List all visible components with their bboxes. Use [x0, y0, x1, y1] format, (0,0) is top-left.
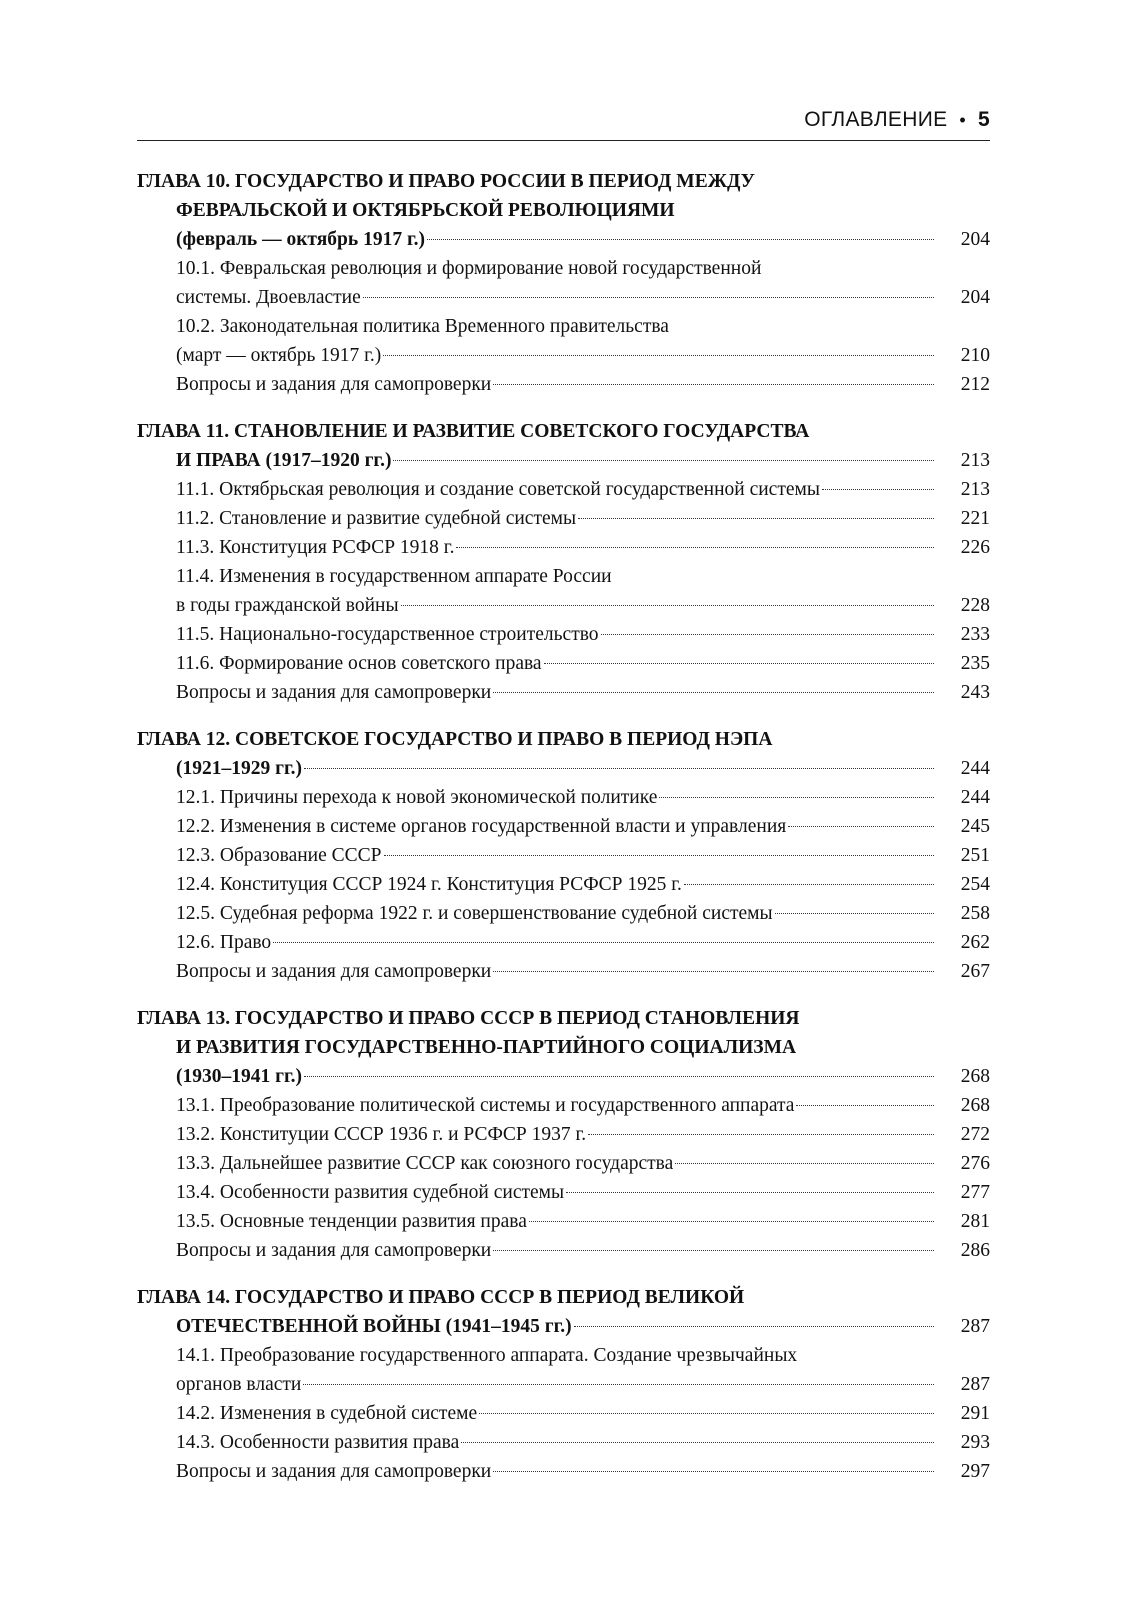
toc-entry-text: 12.5. Судебная реформа 1922 г. и совершенствование судебной системы	[176, 903, 773, 924]
toc-entry-page-number: 212	[960, 374, 990, 395]
toc-entry-text: 13.1. Преобразование политической системы и государственного аппарата	[176, 1095, 795, 1116]
dot-leader	[775, 913, 934, 914]
toc-entry[interactable]	[137, 928, 990, 957]
toc-entry-line	[176, 899, 990, 928]
toc-entry-text: 13.5. Основные тенденции развития права	[176, 1211, 527, 1232]
toc-entry[interactable]	[137, 1149, 990, 1178]
toc-entry-first-line: 10.2. Законодательная политика Временного правительства	[176, 316, 669, 337]
toc-entry-text: Вопросы и задания для самопроверки	[176, 374, 492, 395]
toc-entry-text: 13.3. Дальнейшее развитие СССР как союзного государства	[176, 1153, 674, 1174]
toc-entry[interactable]	[137, 475, 990, 504]
dot-leader	[493, 971, 934, 972]
toc-entry-text: 11.3. Конституция РСФСР 1918 г.	[176, 537, 455, 558]
toc-chapter	[137, 725, 990, 986]
toc-entry[interactable]	[137, 1120, 990, 1149]
toc-entry-line	[176, 678, 990, 707]
toc-entry-page-number: 277	[960, 1182, 990, 1203]
toc-entry-page-number: 286	[960, 1240, 990, 1261]
toc-entry-page-number: 245	[960, 816, 990, 837]
bullet-separator: •	[959, 110, 967, 130]
toc-page	[137, 108, 990, 1486]
chapter-title-line: ГЛАВА 11. СТАНОВЛЕНИЕ И РАЗВИТИЕ СОВЕТСКОГО ГОСУДАРСТВА	[137, 421, 810, 442]
dot-leader	[822, 489, 934, 490]
toc-entry-page-number: 244	[960, 787, 990, 808]
toc-entry-page-number: 268	[960, 1095, 990, 1116]
toc-entry-line	[176, 1091, 990, 1120]
toc-entry[interactable]	[137, 1457, 990, 1486]
toc-entry-line	[176, 504, 990, 533]
toc-entry-page-number: 204	[960, 287, 990, 308]
toc-entry-line	[176, 928, 990, 957]
toc-entry[interactable]	[137, 1091, 990, 1120]
dot-leader	[273, 942, 934, 943]
dot-leader	[384, 855, 935, 856]
toc-entry[interactable]	[137, 504, 990, 533]
toc-entry-line	[176, 812, 990, 841]
chapter-title-line: ГЛАВА 13. ГОСУДАРСТВО И ПРАВО СССР В ПЕРИОД СТАНОВЛЕНИЯ	[137, 1008, 800, 1029]
toc-entry-page-number: 291	[960, 1403, 990, 1424]
toc-entry-page-number: 243	[960, 682, 990, 703]
chapter-title	[137, 417, 990, 475]
toc-entry-text: Вопросы и задания для самопроверки	[176, 1461, 492, 1482]
toc-entry-text: Вопросы и задания для самопроверки	[176, 682, 492, 703]
toc-entry-text: 13.2. Конституции СССР 1936 г. и РСФСР 1937 г.	[176, 1124, 587, 1145]
dot-leader	[401, 605, 934, 606]
dot-leader	[479, 1413, 934, 1414]
toc-entry-line	[176, 870, 990, 899]
toc-entry[interactable]	[137, 1207, 990, 1236]
chapter-page-number: 204	[960, 229, 990, 250]
toc-entry-text: Вопросы и задания для самопроверки	[176, 961, 492, 982]
chapter-title-line: ГЛАВА 10. ГОСУДАРСТВО И ПРАВО РОССИИ В ПЕРИОД МЕЖДУ	[137, 171, 755, 192]
dot-leader	[574, 1326, 934, 1327]
dot-leader	[363, 297, 934, 298]
running-header	[137, 108, 990, 141]
toc-entry-page-number: 276	[960, 1153, 990, 1174]
toc-entry-text: 12.6. Право	[176, 932, 272, 953]
toc-entry-line	[176, 1457, 990, 1486]
toc-entry-line	[176, 1149, 990, 1178]
toc-entry-page-number: 235	[960, 653, 990, 674]
toc-entry-page-number: 221	[960, 508, 990, 529]
toc-entry[interactable]	[137, 1178, 990, 1207]
toc-entry-text: 12.1. Причины перехода к новой экономической политике	[176, 787, 658, 808]
toc-entry-line	[176, 649, 990, 678]
chapter-page-number: 213	[960, 450, 990, 471]
toc-entry-page-number: 287	[960, 1374, 990, 1395]
toc-entry-page-number: 262	[960, 932, 990, 953]
toc-entry-text: 11.2. Становление и развитие судебной системы	[176, 508, 577, 529]
dot-leader	[304, 1076, 934, 1077]
chapter-title-line: ГЛАВА 12. СОВЕТСКОЕ ГОСУДАРСТВО И ПРАВО В ПЕРИОД НЭПА	[137, 729, 773, 750]
dot-leader	[659, 797, 934, 798]
toc-entry-page-number: 297	[960, 1461, 990, 1482]
dot-leader	[675, 1163, 934, 1164]
toc-entry-page-number: 258	[960, 903, 990, 924]
toc-entry[interactable]	[137, 620, 990, 649]
toc-entry-line	[176, 1236, 990, 1265]
toc-chapter	[137, 1004, 990, 1265]
chapter-title	[137, 1283, 990, 1341]
chapter-page-number: 287	[960, 1316, 990, 1337]
chapter-page-number: 268	[960, 1066, 990, 1087]
toc-entry-line	[176, 1399, 990, 1428]
toc-entry-line	[176, 1178, 990, 1207]
toc-entry-line	[176, 1370, 990, 1399]
chapter-title-text: ОТЕЧЕСТВЕННОЙ ВОЙНЫ (1941–1945 гг.)	[176, 1316, 572, 1337]
toc-entry-page-number: 210	[960, 345, 990, 366]
toc-entry-page-number: 272	[960, 1124, 990, 1145]
toc-entry[interactable]	[137, 899, 990, 928]
toc-entry[interactable]	[137, 254, 990, 312]
toc-entry-text: 11.6. Формирование основ советского права	[176, 653, 542, 674]
toc-chapter	[137, 167, 990, 399]
chapter-title-line: И РАЗВИТИЯ ГОСУДАРСТВЕННО-ПАРТИЙНОГО СОЦИАЛИЗМА	[176, 1037, 797, 1058]
toc-chapter	[137, 417, 990, 707]
toc-entry-text: системы. Двоевластие	[176, 287, 361, 308]
toc-entry-line	[176, 370, 990, 399]
toc-entry-page-number: 281	[960, 1211, 990, 1232]
toc-chapter	[137, 1283, 990, 1486]
toc-entry-line	[176, 841, 990, 870]
toc-entry-first-line: 10.1. Февральская революция и формирование новой государственной	[176, 258, 762, 279]
chapter-title	[137, 167, 990, 254]
page-number: 5	[978, 108, 990, 131]
toc-entry-page-number: 233	[960, 624, 990, 645]
toc-entry-page-number: 267	[960, 961, 990, 982]
dot-leader	[304, 768, 934, 769]
toc-entry-line	[176, 341, 990, 370]
chapter-title-last-line[interactable]	[137, 446, 990, 475]
toc-entry-text: 12.3. Образование СССР	[176, 845, 382, 866]
toc-entry-page-number: 226	[960, 537, 990, 558]
chapter-title-line: ФЕВРАЛЬСКОЙ И ОКТЯБРЬСКОЙ РЕВОЛЮЦИЯМИ	[176, 200, 675, 221]
toc-entry-first-line: 14.1. Преобразование государственного аппарата. Создание чрезвычайных	[176, 1345, 798, 1366]
toc-entry[interactable]	[137, 1341, 990, 1399]
toc-entry[interactable]	[137, 649, 990, 678]
toc-entry-text: 14.2. Изменения в судебной системе	[176, 1403, 478, 1424]
chapter-title-last-line[interactable]	[137, 754, 990, 783]
dot-leader	[461, 1442, 934, 1443]
toc-entry[interactable]	[137, 1399, 990, 1428]
dot-leader	[588, 1134, 934, 1135]
toc-entry-text: Вопросы и задания для самопроверки	[176, 1240, 492, 1261]
toc-entry-first-line: 11.4. Изменения в государственном аппарате России	[176, 566, 612, 587]
toc-entry-page-number: 251	[960, 845, 990, 866]
chapter-title-text: (1921–1929 гг.)	[176, 758, 302, 779]
toc-entry-page-number: 213	[960, 479, 990, 500]
dot-leader	[788, 826, 934, 827]
toc-entry-text: 12.2. Изменения в системе органов государственной власти и управления	[176, 816, 787, 837]
toc-entry-page-number: 254	[960, 874, 990, 895]
dot-leader	[383, 355, 934, 356]
toc-entry-line	[176, 475, 990, 504]
dot-leader	[493, 692, 934, 693]
toc-entry-line	[176, 1428, 990, 1457]
toc-entry-text: (март — октябрь 1917 г.)	[176, 345, 382, 366]
chapter-title-last-line[interactable]	[137, 1062, 990, 1091]
toc-entry-line	[176, 957, 990, 986]
dot-leader	[578, 518, 934, 519]
chapter-page-number: 244	[960, 758, 990, 779]
toc-entry[interactable]	[137, 1236, 990, 1265]
toc-entry-text: 12.4. Конституция СССР 1924 г. Конституция РСФСР 1925 г.	[176, 874, 682, 895]
toc-entry[interactable]	[137, 812, 990, 841]
chapter-title	[137, 1004, 990, 1091]
toc-entry-text: 11.1. Октябрьская революция и создание советской государственной системы	[176, 479, 820, 500]
dot-leader	[601, 634, 934, 635]
chapter-title-text: (1930–1941 гг.)	[176, 1066, 302, 1087]
toc-entry-page-number: 293	[960, 1432, 990, 1453]
dot-leader	[427, 239, 934, 240]
dot-leader	[796, 1105, 934, 1106]
toc-entry-line	[176, 1207, 990, 1236]
toc-entry-text: органов власти	[176, 1374, 302, 1395]
toc-entry-text: в годы гражданской войны	[176, 595, 399, 616]
chapter-title-text: И ПРАВА (1917–1920 гг.)	[176, 450, 392, 471]
chapter-title-line: ГЛАВА 14. ГОСУДАРСТВО И ПРАВО СССР В ПЕРИОД ВЕЛИКОЙ	[137, 1287, 745, 1308]
toc-entry[interactable]	[137, 783, 990, 812]
toc-entry-page-number: 228	[960, 595, 990, 616]
chapter-title	[137, 725, 990, 783]
toc-entry-line	[176, 533, 990, 562]
toc-entry[interactable]	[137, 533, 990, 562]
toc-entry-text: 13.4. Особенности развития судебной системы	[176, 1182, 565, 1203]
toc-entry-line	[176, 620, 990, 649]
dot-leader	[529, 1221, 934, 1222]
toc-entry[interactable]	[137, 370, 990, 399]
dot-leader	[566, 1192, 934, 1193]
dot-leader	[493, 384, 934, 385]
chapter-title-last-line[interactable]	[137, 225, 990, 254]
toc-entry-line	[176, 591, 990, 620]
toc-entry[interactable]	[137, 957, 990, 986]
toc-entry[interactable]	[137, 870, 990, 899]
toc-entry[interactable]	[137, 1428, 990, 1457]
toc-entry-text: 14.3. Особенности развития права	[176, 1432, 460, 1453]
table-of-contents	[137, 167, 990, 1486]
toc-entry[interactable]	[137, 678, 990, 707]
dot-leader	[544, 663, 934, 664]
running-header-title: ОГЛАВЛЕНИЕ	[804, 108, 948, 131]
toc-entry-line	[176, 283, 990, 312]
chapter-title-last-line[interactable]	[137, 1312, 990, 1341]
toc-entry-line	[176, 783, 990, 812]
toc-entry[interactable]	[137, 312, 990, 370]
dot-leader	[393, 460, 934, 461]
toc-entry[interactable]	[137, 841, 990, 870]
chapter-title-text: (февраль — октябрь 1917 г.)	[176, 229, 425, 250]
toc-entry-text: 11.5. Национально-государственное строительство	[176, 624, 599, 645]
toc-entry-line	[176, 1120, 990, 1149]
dot-leader	[493, 1471, 934, 1472]
dot-leader	[456, 547, 934, 548]
dot-leader	[493, 1250, 934, 1251]
dot-leader	[303, 1384, 934, 1385]
toc-entry[interactable]	[137, 562, 990, 620]
dot-leader	[684, 884, 934, 885]
